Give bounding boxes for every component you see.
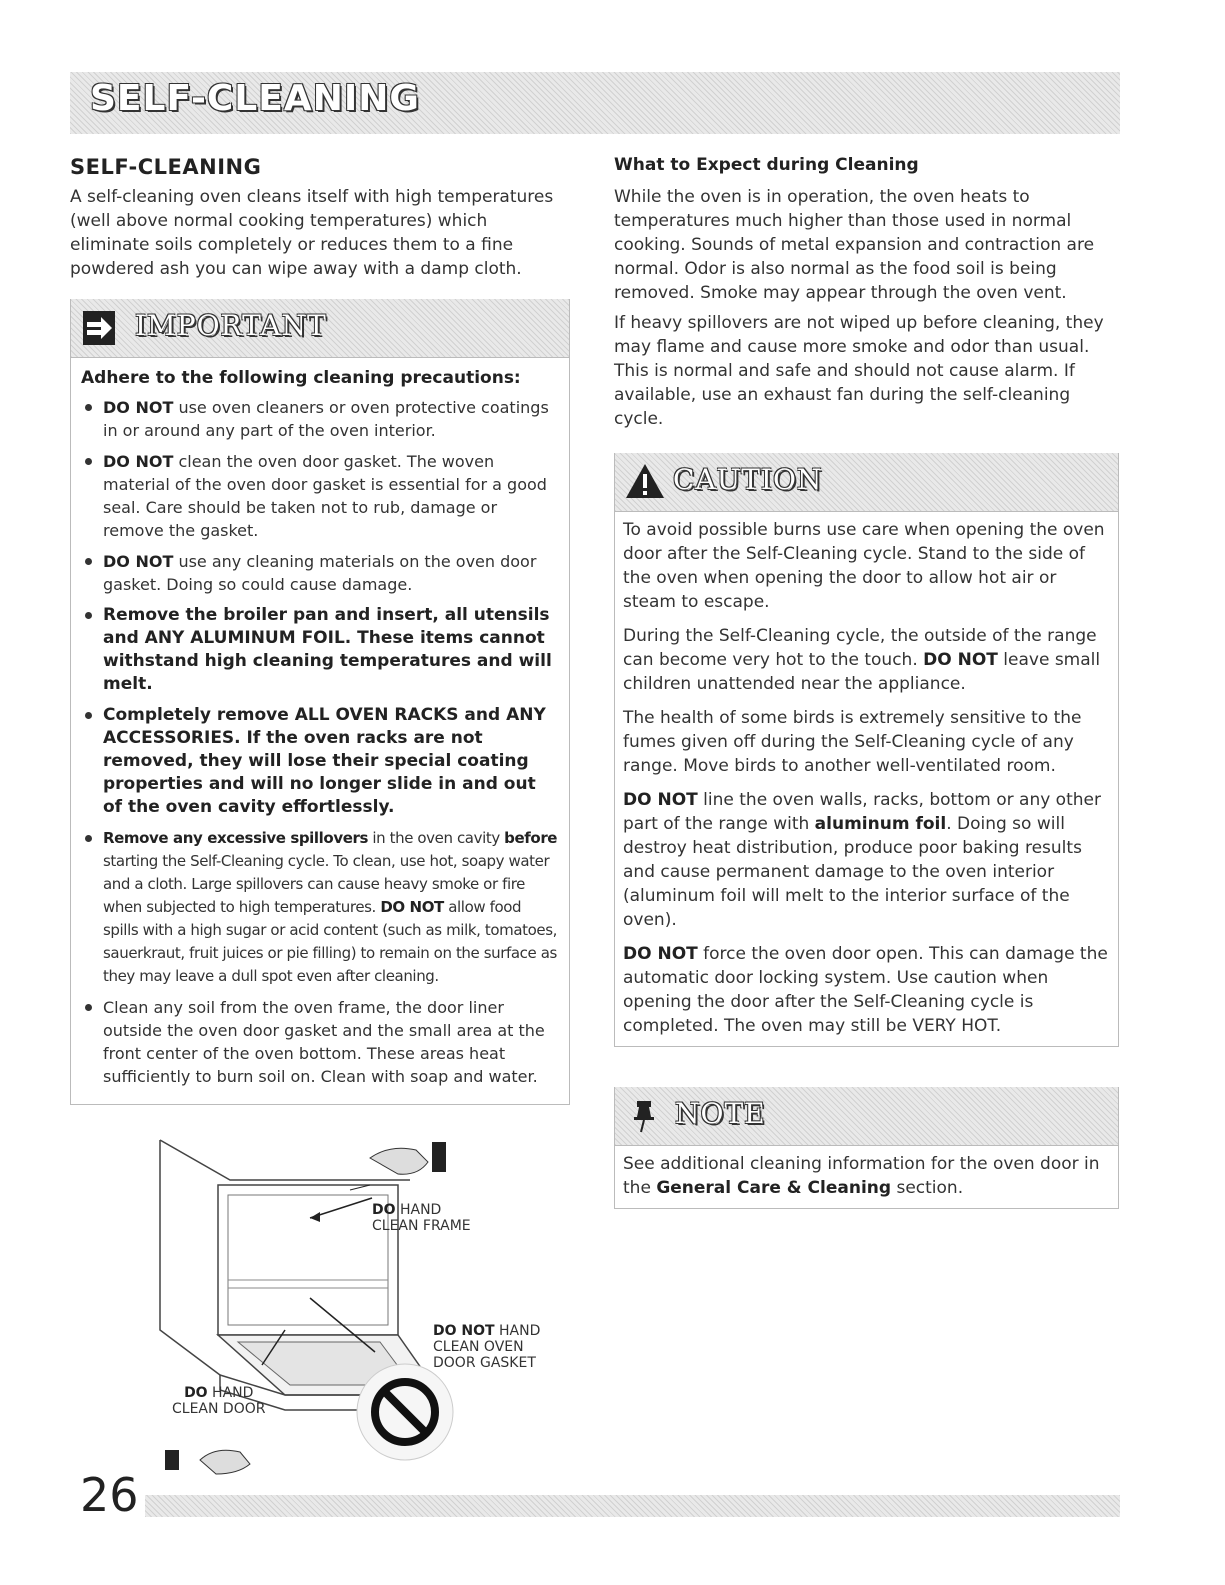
list-item: Completely remove ALL OVEN RACKS and ANY ACCESSORIES. If the oven racks are not removed, they will lose their special coating properties and will no longer slide in and out of the oven cavity effortlessly. [81, 704, 559, 819]
important-body [71, 358, 569, 1104]
list-item: DO NOT clean the oven door gasket. The woven material of the oven door gasket is essential for a good seal. Care should be taken not to rub, damage or remove the gasket. [81, 450, 559, 542]
caution-body [615, 512, 1118, 1046]
intro-paragraph: A self-cleaning oven cleans itself with high temperatures (well above normal cooking temperatures) which eliminate soils completely or reduces them to a fine powdered ash you can wipe away with a damp cloth. [70, 187, 554, 279]
expect-paragraph-1: While the oven is in operation, the oven heats to temperatures much higher than those used in normal cooking. Sounds of metal expansion and contraction are normal. Odor is also normal as the food soil is being removed. Smoke may appear through the oven vent. [614, 187, 1095, 303]
footer-bar [145, 1495, 1120, 1517]
warning-triangle-icon [625, 463, 665, 503]
caution-header [615, 453, 1118, 512]
note-body [615, 1146, 1118, 1208]
caution-paragraph: DO NOT force the oven door open. This can damage the automatic door locking system. Use caution when opening the door after the Self-Cleaning cycle is completed. The oven may still be VERY HOT. [623, 944, 1108, 1036]
section-heading: SELF-CLEANING [70, 155, 262, 179]
precaution-list [81, 396, 559, 1088]
right-column [614, 155, 1119, 1209]
caution-paragraph: To avoid possible burns use care when opening the oven door after the Self-Cleaning cycle. Stand to the side of the oven when opening the door to allow hot air or steam to escape. [623, 520, 1105, 612]
list-item: Remove any excessive spillovers in the oven cavity before starting the Self-Cleaning cycle. To clean, use hot, soapy water and a cloth. Large spillovers can cause heavy smoke or fire when subjected to high temperatures. DO NOT allow food spills with a high sugar or acid content (such as milk, tomatoes, sauerkraut, fruit juices or pie filling) to remain on the surface as they may leave a dull spot even after cleaning. [81, 827, 559, 988]
gasket-label: DO NOT HAND CLEAN OVEN DOOR GASKET [433, 1323, 541, 1371]
note-header [615, 1087, 1118, 1146]
list-item: Remove the broiler pan and insert, all utensils and ANY ALUMINUM FOIL. These items cannot withstand high cleaning temperatures and will melt. [81, 604, 559, 696]
list-item: Clean any soil from the oven frame, the door liner outside the oven door gasket and the small area at the front center of the oven bottom. These areas heat sufficiently to burn soil on. Clean with soap and water. [81, 996, 559, 1088]
page-banner [70, 72, 1120, 134]
pushpin-icon [631, 1099, 657, 1137]
note-paragraph: See additional cleaning information for the oven door in the General Care & Cleaning section. [623, 1154, 1100, 1198]
list-item: DO NOT use any cleaning materials on the oven door gasket. Doing so could cause damage. [81, 550, 559, 596]
caution-paragraph: The health of some birds is extremely sensitive to the fumes given off during the Self-Cleaning cycle of any range. Move birds to another well-ventilated room. [623, 708, 1082, 776]
arrow-right-icon [83, 311, 115, 349]
note-label: NOTE [675, 1097, 766, 1130]
list-item: DO NOT use oven cleaners or oven protective coatings in or around any part of the oven interior. [81, 396, 559, 442]
oven-cleaning-diagram [140, 1130, 560, 1490]
door-label: DO HAND CLEAN DOOR [172, 1385, 266, 1417]
caution-paragraph: During the Self-Cleaning cycle, the outside of the range can become very hot to the touch. DO NOT leave small children unattended near the appliance. [623, 626, 1101, 694]
important-label: IMPORTANT [135, 309, 327, 342]
important-lead: Adhere to the following cleaning precautions: [81, 368, 521, 388]
caution-box [614, 453, 1119, 1047]
frame-label: DO HAND CLEAN FRAME [372, 1202, 471, 1234]
caution-label: CAUTION [673, 463, 823, 496]
note-box [614, 1087, 1119, 1209]
caution-paragraph: DO NOT line the oven walls, racks, bottom or any other part of the range with aluminum foil. Doing so will destroy heat distribution, produce poor baking results and cause permanent damage to the oven interior (aluminum foil will melt to the interior surface of the oven). [623, 790, 1101, 930]
important-header [71, 299, 569, 358]
left-column [70, 155, 570, 1105]
oven-illustration [140, 1130, 560, 1490]
expect-paragraph-2: If heavy spillovers are not wiped up before cleaning, they may flame and cause more smoke and odor than usual. This is normal and safe and should not cause alarm. If available, use an exhaust fan during the self-cleaning cycle. [614, 313, 1104, 429]
banner-title: SELF-CLEANING [90, 78, 420, 119]
page-number: 26 [80, 1468, 139, 1522]
expect-heading: What to Expect during Cleaning [614, 155, 919, 175]
important-box [70, 299, 570, 1105]
